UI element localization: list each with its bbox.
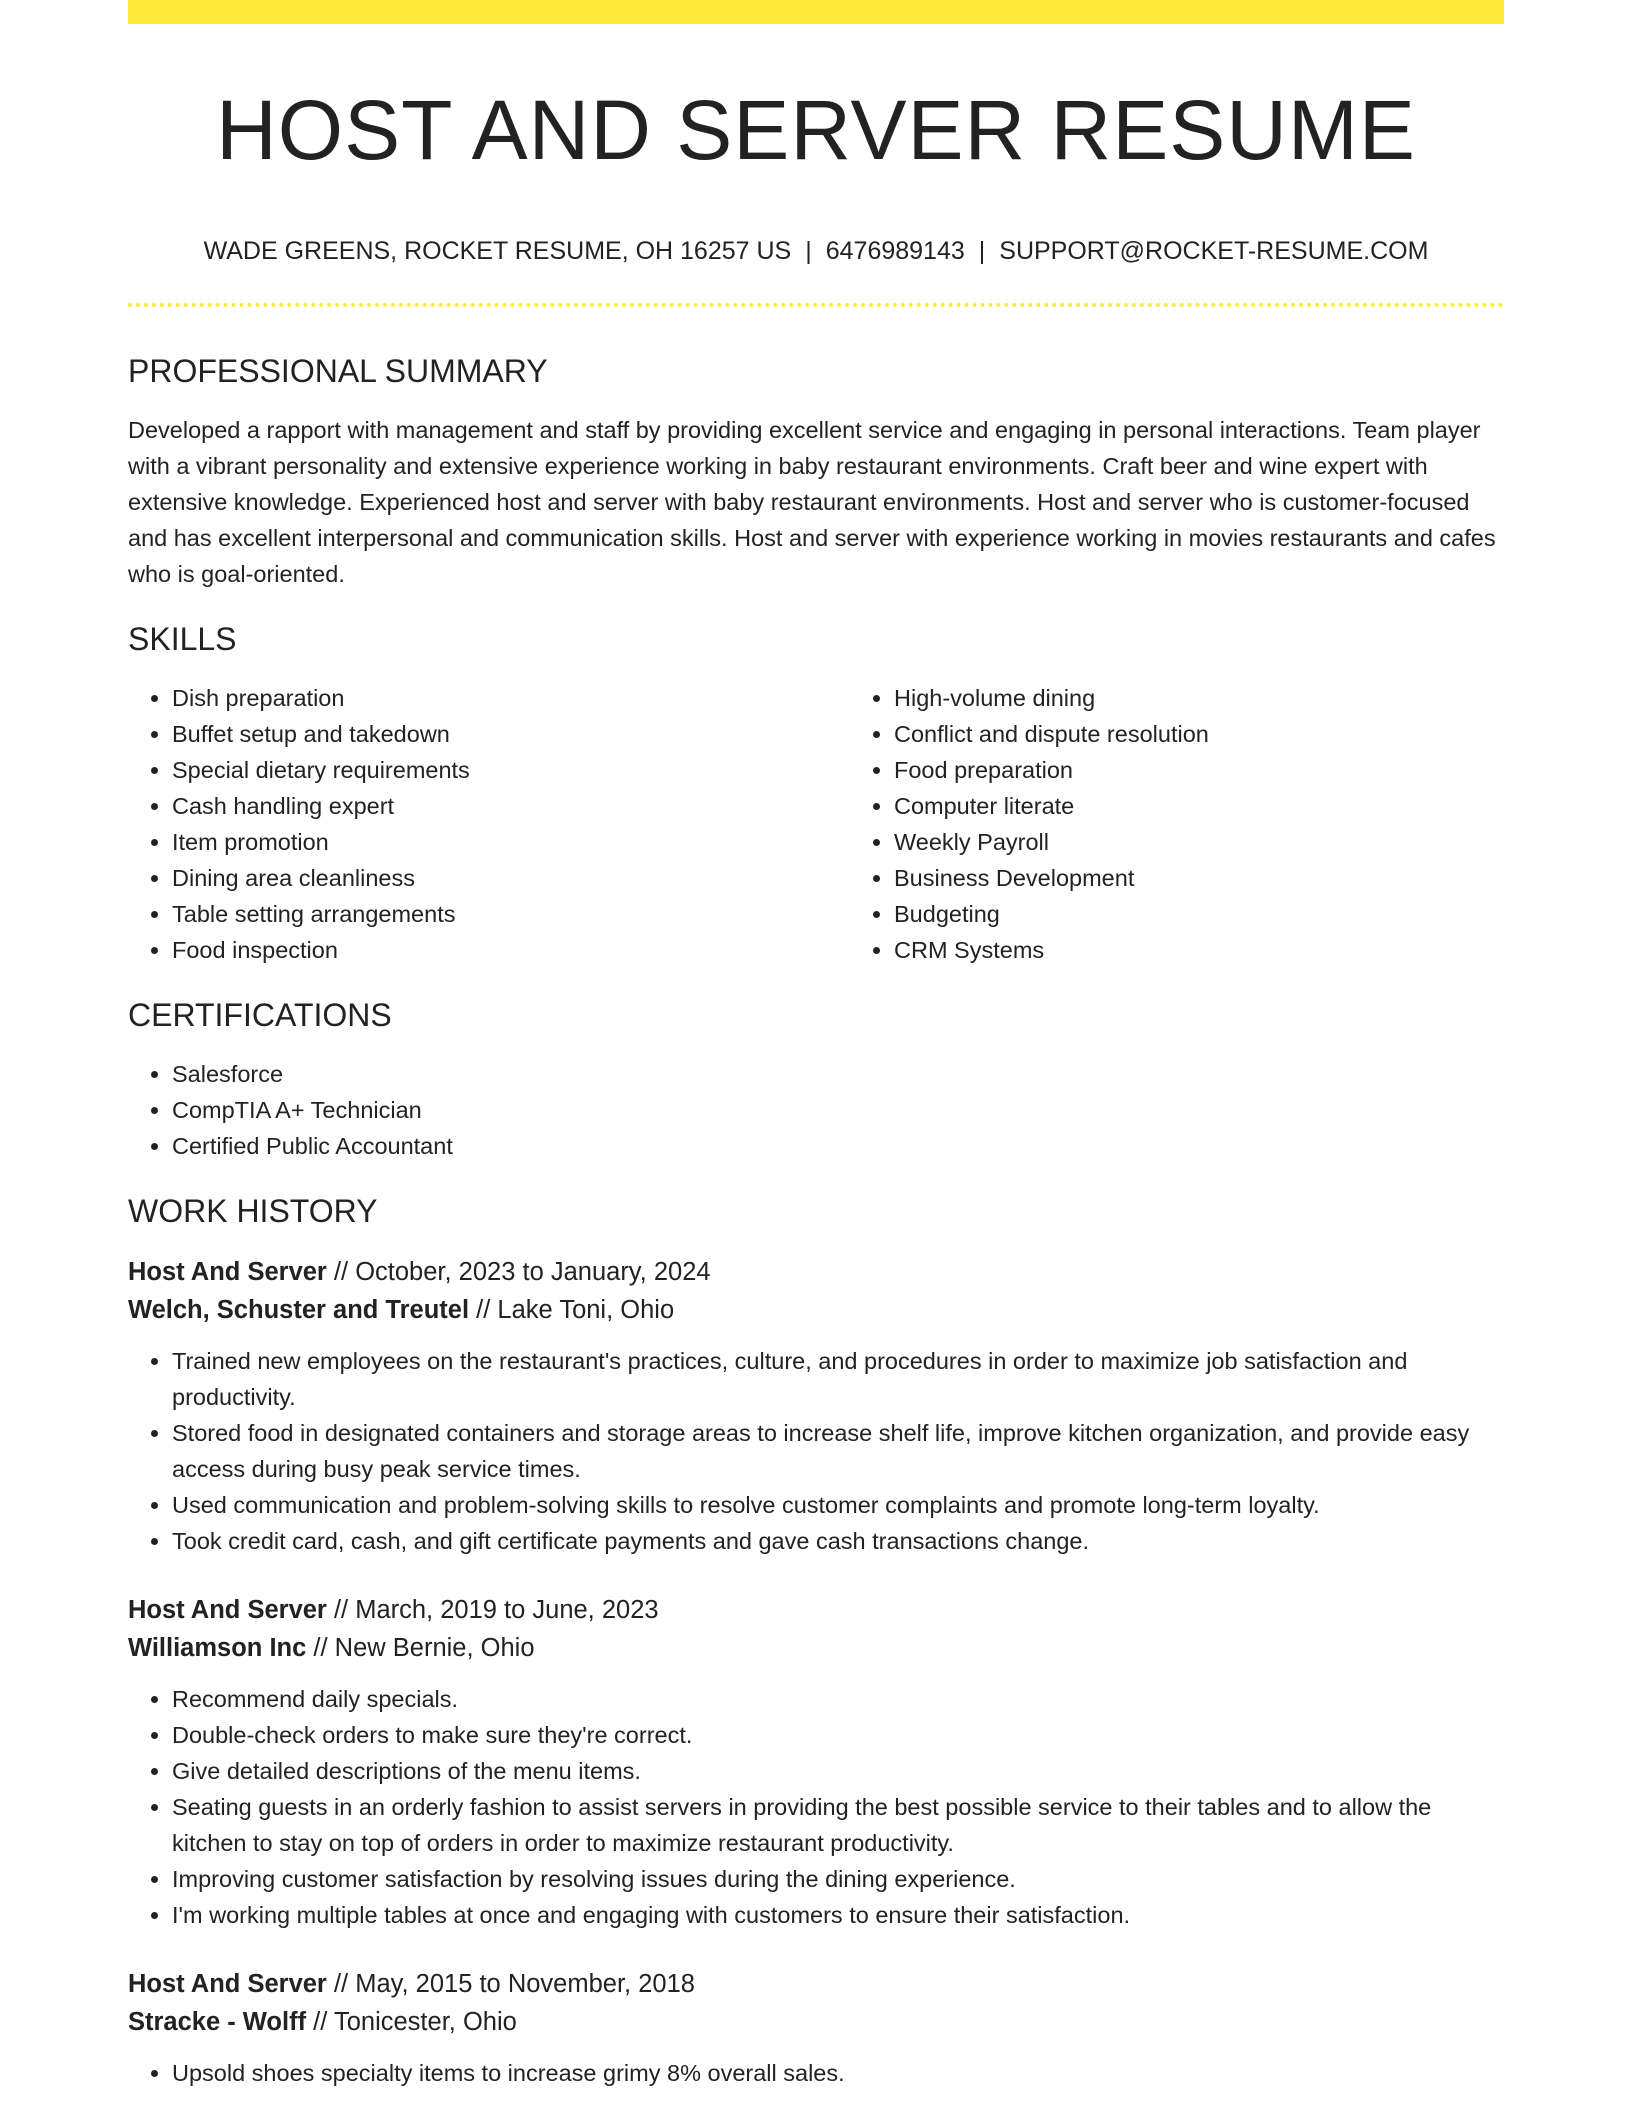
resume-title: HOST AND SERVER RESUME: [216, 83, 1416, 177]
contact-line: [128, 236, 1504, 266]
job-location: // Lake Toni, Ohio: [476, 1296, 675, 1324]
job-bullets: [128, 1681, 1504, 1933]
job-company: Welch, Schuster and Treutel: [128, 1296, 470, 1324]
skill-item: • Business Development: [894, 860, 1504, 896]
job-title: Host And Server: [128, 1596, 327, 1624]
header-divider: [128, 303, 1504, 307]
job-dates: // October, 2023 to January, 2024: [333, 1258, 711, 1286]
job-bullet: • Double-check orders to make sure they're correct.: [172, 1717, 1504, 1753]
skill-item: • High-volume dining: [894, 680, 1504, 716]
job-location: // New Bernie, Ohio: [313, 1634, 535, 1662]
job-entry: [128, 1965, 1504, 2091]
job-title: Host And Server: [128, 1970, 327, 1998]
job-bullets: [128, 2055, 1504, 2091]
resume-content: [128, 0, 1504, 2091]
job-company: Stracke - Wolff: [128, 2008, 307, 2036]
job-location: // Tonicester, Ohio: [313, 2008, 517, 2036]
skill-item: • Food inspection: [172, 932, 850, 968]
job-company-line: [128, 2003, 1504, 2041]
skills-right-list: [850, 680, 1504, 968]
job-bullet: • Stored food in designated containers and storage areas to increase shelf life, improve kitchen organization, and provide easy access during busy peak service times.: [172, 1415, 1504, 1487]
skill-item: • Cash handling expert: [172, 788, 850, 824]
job-bullet: • Took credit card, cash, and gift certificate payments and gave cash transactions change.: [172, 1523, 1504, 1559]
job-title-line: [128, 1965, 1504, 2003]
skill-item: • Item promotion: [172, 824, 850, 860]
skill-item: • CRM Systems: [894, 932, 1504, 968]
work-history-heading: WORK HISTORY: [128, 1193, 378, 1229]
job-dates: // May, 2015 to November, 2018: [333, 1970, 695, 1998]
job-bullet: • Upsold shoes specialty items to increase grimy 8% overall sales.: [172, 2055, 1504, 2091]
skill-item: • Buffet setup and takedown: [172, 716, 850, 752]
job-company-line: [128, 1291, 1504, 1329]
skills-columns: [128, 680, 1504, 968]
contact-email: SUPPORT@ROCKET-RESUME.COM: [999, 237, 1429, 265]
skills-left-list: [128, 680, 850, 968]
job-bullet: • Give detailed descriptions of the menu items.: [172, 1753, 1504, 1789]
skill-item: • Computer literate: [894, 788, 1504, 824]
summary-text: Developed a rapport with management and staff by providing excellent service and engaging in personal interactions. Team player with a vibrant personality and extensive experience working in baby restaurant environments. Craft beer and wine expert with extensive knowledge. Experienced host and server with baby restaurant environments. Host and server who is customer-focused and has excellent interpersonal and communication skills. Host and server with experience working in movies restaurants and cafes who is goal-oriented.: [128, 417, 1496, 587]
contact-address: WADE GREENS, ROCKET RESUME, OH 16257 US: [203, 237, 792, 265]
job-title: Host And Server: [128, 1258, 327, 1286]
certification-item: • Certified Public Accountant: [172, 1128, 1504, 1164]
certification-item: • Salesforce: [172, 1056, 1504, 1092]
certification-item: • CompTIA A+ Technician: [172, 1092, 1504, 1128]
job-bullet: • Used communication and problem-solving skills to resolve customer complaints and promote long-term loyalty.: [172, 1487, 1504, 1523]
job-company-line: [128, 1629, 1504, 1667]
skill-item: • Special dietary requirements: [172, 752, 850, 788]
skill-item: • Food preparation: [894, 752, 1504, 788]
certifications-list: [128, 1056, 1504, 1164]
job-dates: // March, 2019 to June, 2023: [333, 1596, 659, 1624]
skill-item: • Dining area cleanliness: [172, 860, 850, 896]
job-title-line: [128, 1253, 1504, 1291]
job-company: Williamson Inc: [128, 1634, 307, 1662]
job-bullet: • Recommend daily specials.: [172, 1681, 1504, 1717]
skill-item: • Weekly Payroll: [894, 824, 1504, 860]
job-bullet: • I'm working multiple tables at once and engaging with customers to ensure their satisfaction.: [172, 1897, 1504, 1933]
skill-item: • Dish preparation: [172, 680, 850, 716]
job-bullet: • Improving customer satisfaction by resolving issues during the dining experience.: [172, 1861, 1504, 1897]
job-title-line: [128, 1591, 1504, 1629]
contact-separator: |: [978, 237, 986, 265]
skill-item: • Table setting arrangements: [172, 896, 850, 932]
job-entry: [128, 1253, 1504, 1559]
job-bullet: • Seating guests in an orderly fashion to assist servers in providing the best possible service to their tables and to allow the kitchen to stay on top of orders in order to maximize restaurant productivity.: [172, 1789, 1504, 1861]
skill-item: • Budgeting: [894, 896, 1504, 932]
contact-separator: |: [805, 237, 812, 265]
skills-heading: SKILLS: [128, 621, 237, 657]
job-bullet: • Trained new employees on the restaurant's practices, culture, and procedures in order to maximize job satisfaction and productivity.: [172, 1343, 1504, 1415]
contact-phone: 6476989143: [825, 237, 965, 265]
job-bullets: [128, 1343, 1504, 1559]
certifications-heading: CERTIFICATIONS: [128, 997, 392, 1033]
job-entry: [128, 1591, 1504, 1933]
summary-heading: PROFESSIONAL SUMMARY: [128, 353, 548, 389]
skill-item: • Conflict and dispute resolution: [894, 716, 1504, 752]
